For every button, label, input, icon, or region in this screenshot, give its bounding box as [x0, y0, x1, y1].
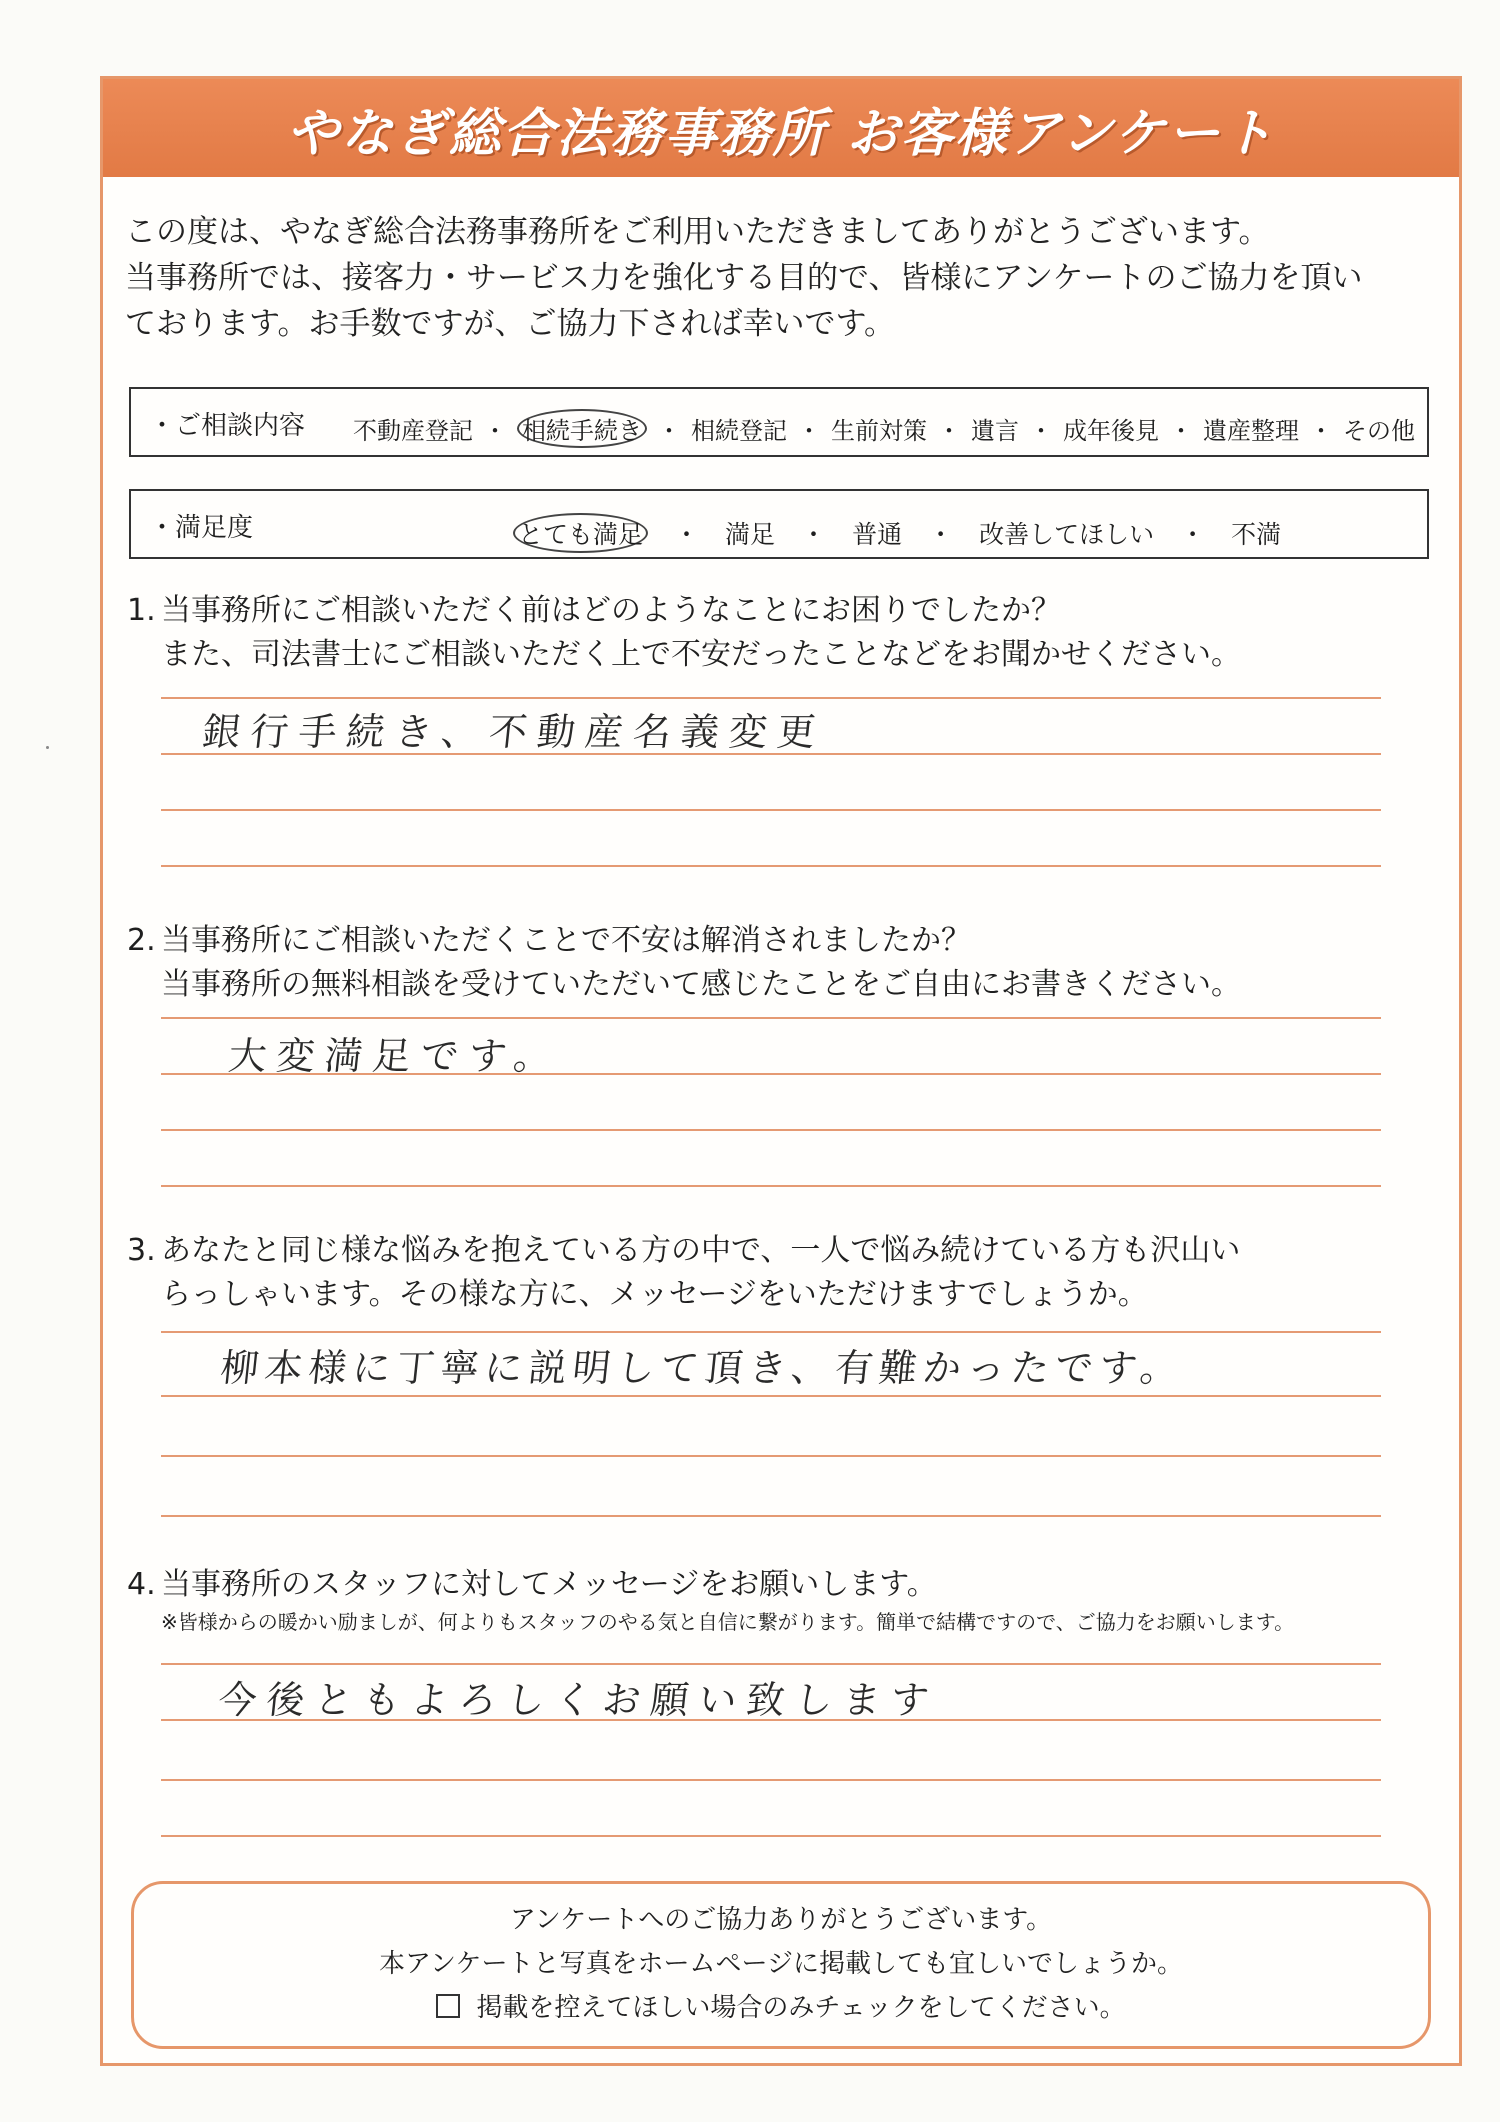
question-note: ※皆様からの暖かい励ましが、何よりもスタッフのやる気と自信に繋がります。簡単で結構ですので、ご協力をお願いします。: [161, 1610, 1295, 1634]
satisfaction-option[interactable]: 改善してほしい: [979, 520, 1155, 549]
answer-line: [161, 1455, 1381, 1457]
publish-optout-checkbox[interactable]: [436, 1994, 460, 2018]
intro-text: [125, 209, 1445, 347]
answer-line: [161, 809, 1381, 811]
scan-speck: [46, 746, 49, 749]
consultation-label: ・ご相談内容: [149, 411, 306, 441]
answer-line: [161, 1779, 1381, 1781]
answer-line: [161, 1331, 1381, 1333]
footer-question: 本アンケートと写真をホームページに掲載しても宜しいでしょうか。: [379, 1949, 1183, 1979]
answer-line: [161, 1185, 1381, 1187]
question-2: [127, 919, 1447, 1007]
answer-line: [161, 1515, 1381, 1517]
handwritten-answer-2[interactable]: 大変満足です。: [226, 1034, 564, 1078]
satisfaction-option[interactable]: 不満: [1231, 520, 1282, 549]
handwritten-answer-1[interactable]: 銀行手続き、不動産名義変更: [200, 710, 828, 754]
question-text: 当事務所にご相談いただく前はどのようなことにお困りでしたか？: [161, 593, 1061, 628]
consultation-option[interactable]: 生前対策: [831, 417, 927, 445]
consultation-options: 不動産登記 ・ 相続手続き ・ 相続登記 ・ 生前対策 ・ 遺言 ・ 成年後見 ・ 遺産整理 ・ その他: [353, 409, 1415, 448]
satisfaction-box: [129, 489, 1429, 559]
intro-line: 当事務所では、接客力・サービス力を強化する目的で、皆様にアンケートのご協力を頂い: [125, 260, 1363, 296]
question-number: 1.: [127, 593, 156, 628]
intro-line: この度は、やなぎ総合法務事務所をご利用いただきましてありがとうございます。: [125, 214, 1270, 250]
consultation-option[interactable]: 遺産整理: [1203, 417, 1299, 445]
consultation-option[interactable]: 遺言: [971, 417, 1019, 445]
question-number: 4.: [127, 1567, 156, 1602]
consultation-option[interactable]: 成年後見: [1063, 417, 1159, 445]
question-text: 当事務所にご相談いただくことで不安は解消されましたか？: [161, 923, 971, 958]
answer-line: [161, 1129, 1381, 1131]
question-number: 2.: [127, 923, 156, 958]
consultation-option[interactable]: 不動産登記: [353, 417, 473, 445]
survey-sheet: [100, 76, 1462, 2066]
question-4: [127, 1563, 1447, 1637]
answer-line: [161, 1663, 1381, 1665]
answer-line: [161, 865, 1381, 867]
survey-header: [103, 79, 1459, 177]
question-text: 当事務所の無料相談を受けていただいて感じたことをご自由にお書きください。: [161, 967, 1241, 1002]
intro-line: ております。お手数ですが、ご協力下されば幸いです。: [125, 306, 896, 342]
consultation-option[interactable]: その他: [1343, 417, 1415, 445]
survey-title: やなぎ総合法務事務所 お客様アンケート: [286, 103, 1276, 164]
question-text: 当事務所のスタッフに対してメッセージをお願いします。: [161, 1567, 937, 1602]
question-1: [127, 589, 1447, 677]
satisfaction-label: ・満足度: [149, 513, 254, 543]
consultation-box: [129, 387, 1429, 457]
question-text: あなたと同じ様な悩みを抱えている方の中で、一人で悩み続けている方も沢山い: [161, 1233, 1241, 1268]
question-text: らっしゃいます。その様な方に、メッセージをいただけますでしょうか。: [161, 1277, 1148, 1312]
footer-box: [131, 1881, 1431, 2049]
question-number: 3.: [127, 1233, 156, 1268]
handwritten-answer-4[interactable]: 今後ともよろしくお願い致します: [216, 1678, 941, 1722]
footer-thanks: アンケートへのご協力ありがとうございます。: [509, 1905, 1053, 1935]
handwritten-answer-3[interactable]: 柳本様に丁寧に説明して頂き、有難かったです。: [218, 1346, 1187, 1390]
consultation-option[interactable]: 相続登記: [691, 417, 787, 445]
question-text: また、司法書士にご相談いただく上で不安だったことなどをお聞かせください。: [161, 637, 1241, 672]
question-3: [127, 1229, 1447, 1317]
answer-line: [161, 1017, 1381, 1019]
answer-line: [161, 1835, 1381, 1837]
footer-consent: [134, 1986, 1428, 2030]
satisfaction-options: とても満足 ・ 満足 ・ 普通 ・ 改善してほしい ・ 不満: [513, 513, 1281, 553]
consultation-option-selected[interactable]: 相続手続き: [517, 409, 647, 448]
satisfaction-option-selected[interactable]: とても満足: [513, 513, 648, 553]
satisfaction-option[interactable]: 普通: [852, 520, 903, 549]
answer-line: [161, 697, 1381, 699]
satisfaction-option[interactable]: 満足: [725, 520, 776, 549]
checkbox-label: 掲載を控えてほしい場合のみチェックをしてください。: [476, 1993, 1126, 2023]
answer-line: [161, 1395, 1381, 1397]
